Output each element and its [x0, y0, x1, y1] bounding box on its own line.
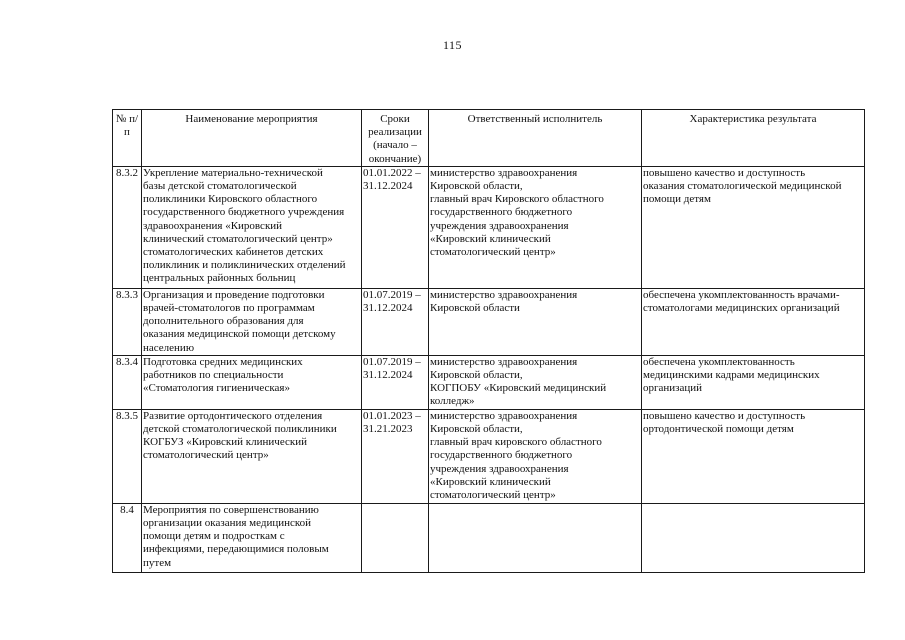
responsible-line: Кировской области,: [430, 180, 523, 193]
result-line: повышено качество и доступность: [643, 166, 806, 179]
measure-name-line: дополнительного образования для: [143, 315, 304, 328]
measure-name-line: Развитие ортодонтического отделения: [143, 409, 323, 422]
measure-name-cell: [142, 166, 362, 288]
measure-name-line: базы детской стоматологической: [143, 180, 297, 193]
measure-name-line: центральных районных больниц: [143, 272, 296, 285]
period-start: 01.07.2019 –: [363, 288, 421, 301]
responsible-line: министерство здравоохранения: [430, 288, 578, 301]
period-cell: [362, 166, 429, 288]
measure-name-line: клинический стоматологический центр»: [143, 232, 333, 245]
measure-name-line: инфекциями, передающимися половым: [143, 543, 329, 556]
period-cell: [362, 355, 429, 409]
row-number: 8.3.2: [113, 166, 142, 288]
result-line: помощи детям: [643, 193, 711, 206]
header-measure-name: Наименование мероприятия: [142, 110, 362, 167]
responsible-cell: [429, 503, 642, 572]
responsible-line: Кировской области,: [430, 423, 523, 436]
result-cell: [642, 409, 865, 503]
measure-name-cell: [142, 288, 362, 355]
result-cell: [642, 166, 865, 288]
responsible-cell: [429, 288, 642, 355]
result-cell: [642, 355, 865, 409]
period-end: 31.12.2024: [363, 369, 413, 382]
result-line: повышено качество и доступность: [643, 409, 806, 422]
responsible-line: Кировской области: [430, 302, 520, 315]
measure-name-cell: [142, 355, 362, 409]
responsible-line: министерство здравоохранения: [430, 355, 578, 368]
measure-name-line: Мероприятия по совершенствованию: [143, 503, 319, 516]
period-end: 31.12.2024: [363, 180, 413, 193]
measure-name-line: стоматологический центр»: [143, 449, 269, 462]
row-number: 8.4: [113, 503, 142, 572]
responsible-line: колледж»: [430, 395, 475, 408]
measure-name-line: поликлиники Кировского областного: [143, 193, 318, 206]
period-cell: [362, 503, 429, 572]
result-line: стоматологами медицинских организаций: [643, 302, 840, 315]
measure-name-line: врачей-стоматологов по программам: [143, 302, 315, 315]
page-number: 115: [442, 38, 463, 52]
responsible-cell: [429, 409, 642, 503]
table-row: [113, 503, 865, 572]
header-period: Сроки реализации (начало – окончание): [362, 110, 429, 167]
responsible-line: главный врач кировского областного: [430, 436, 602, 449]
responsible-line: стоматологический центр»: [430, 489, 556, 502]
responsible-line: «Кировский клинический: [430, 232, 551, 245]
responsible-line: «Кировский клинический: [430, 475, 551, 488]
result-line: медицинскими кадрами медицинских: [643, 369, 820, 382]
table-header-row: [113, 110, 865, 167]
period-start: 01.01.2022 –: [363, 166, 421, 179]
header-responsible: Ответственный исполнитель: [429, 110, 642, 167]
responsible-line: министерство здравоохранения: [430, 409, 578, 422]
responsible-line: государственного бюджетного: [430, 206, 573, 219]
responsible-line: учреждения здравоохранения: [430, 219, 569, 232]
row-number: 8.3.4: [113, 355, 142, 409]
measure-name-line: помощи детям и подросткам с: [143, 530, 285, 543]
table-row: [113, 166, 865, 288]
measure-name-line: Укрепление материально-технической: [143, 166, 323, 179]
measure-name-cell: [142, 409, 362, 503]
measure-name-cell: [142, 503, 362, 572]
responsible-line: Кировской области,: [430, 369, 523, 382]
measure-name-line: организации оказания медицинской: [143, 517, 312, 530]
row-number: 8.3.5: [113, 409, 142, 503]
responsible-line: государственного бюджетного: [430, 449, 573, 462]
responsible-cell: [429, 355, 642, 409]
result-cell: [642, 288, 865, 355]
measures-table: [112, 109, 865, 573]
result-line: организаций: [643, 382, 703, 395]
responsible-line: учреждения здравоохранения: [430, 462, 569, 475]
measure-name-line: работников по специальности: [143, 369, 284, 382]
result-line: оказания стоматологической медицинской: [643, 180, 842, 193]
measure-name-line: поликлиник и поликлинических отделений: [143, 259, 346, 272]
result-line: обеспечена укомплектованность врачами-: [643, 288, 840, 301]
responsible-line: министерство здравоохранения: [430, 166, 578, 179]
result-line: обеспечена укомплектованность: [643, 355, 795, 368]
measure-name-line: «Стоматология гигиеническая»: [143, 382, 290, 395]
measure-name-line: Организация и проведение подготовки: [143, 288, 325, 301]
result-line: ортодонтической помощи детям: [643, 423, 794, 436]
responsible-line: главный врач Кировского областного: [430, 193, 604, 206]
table-row: [113, 288, 865, 355]
period-start: 01.07.2019 –: [363, 355, 421, 368]
measure-name-line: Подготовка средних медицинских: [143, 355, 303, 368]
measure-name-line: здравоохранения «Кировский: [143, 219, 283, 232]
measure-name-line: государственного бюджетного учреждения: [143, 206, 345, 219]
header-result: Характеристика результата: [642, 110, 865, 167]
period-start: 01.01.2023 –: [363, 409, 421, 422]
period-end: 31.12.2024: [363, 302, 413, 315]
measure-name-line: путем: [143, 556, 172, 569]
measure-name-line: населению: [143, 341, 195, 354]
responsible-line: КОГПОБУ «Кировский медицинский: [430, 382, 607, 395]
measure-name-line: КОГБУЗ «Кировский клинический: [143, 436, 307, 449]
period-end: 31.21.2023: [363, 423, 413, 436]
responsible-line: стоматологический центр»: [430, 246, 556, 259]
result-cell: [642, 503, 865, 572]
row-number: 8.3.3: [113, 288, 142, 355]
period-cell: [362, 288, 429, 355]
measure-name-line: стоматологических кабинетов детских: [143, 246, 324, 259]
measure-name-line: детской стоматологической поликлиники: [143, 423, 337, 436]
period-cell: [362, 409, 429, 503]
table-row: [113, 409, 865, 503]
table-row: [113, 355, 865, 409]
measure-name-line: оказания медицинской помощи детскому: [143, 328, 336, 341]
responsible-cell: [429, 166, 642, 288]
header-number: № п/п: [113, 110, 142, 167]
